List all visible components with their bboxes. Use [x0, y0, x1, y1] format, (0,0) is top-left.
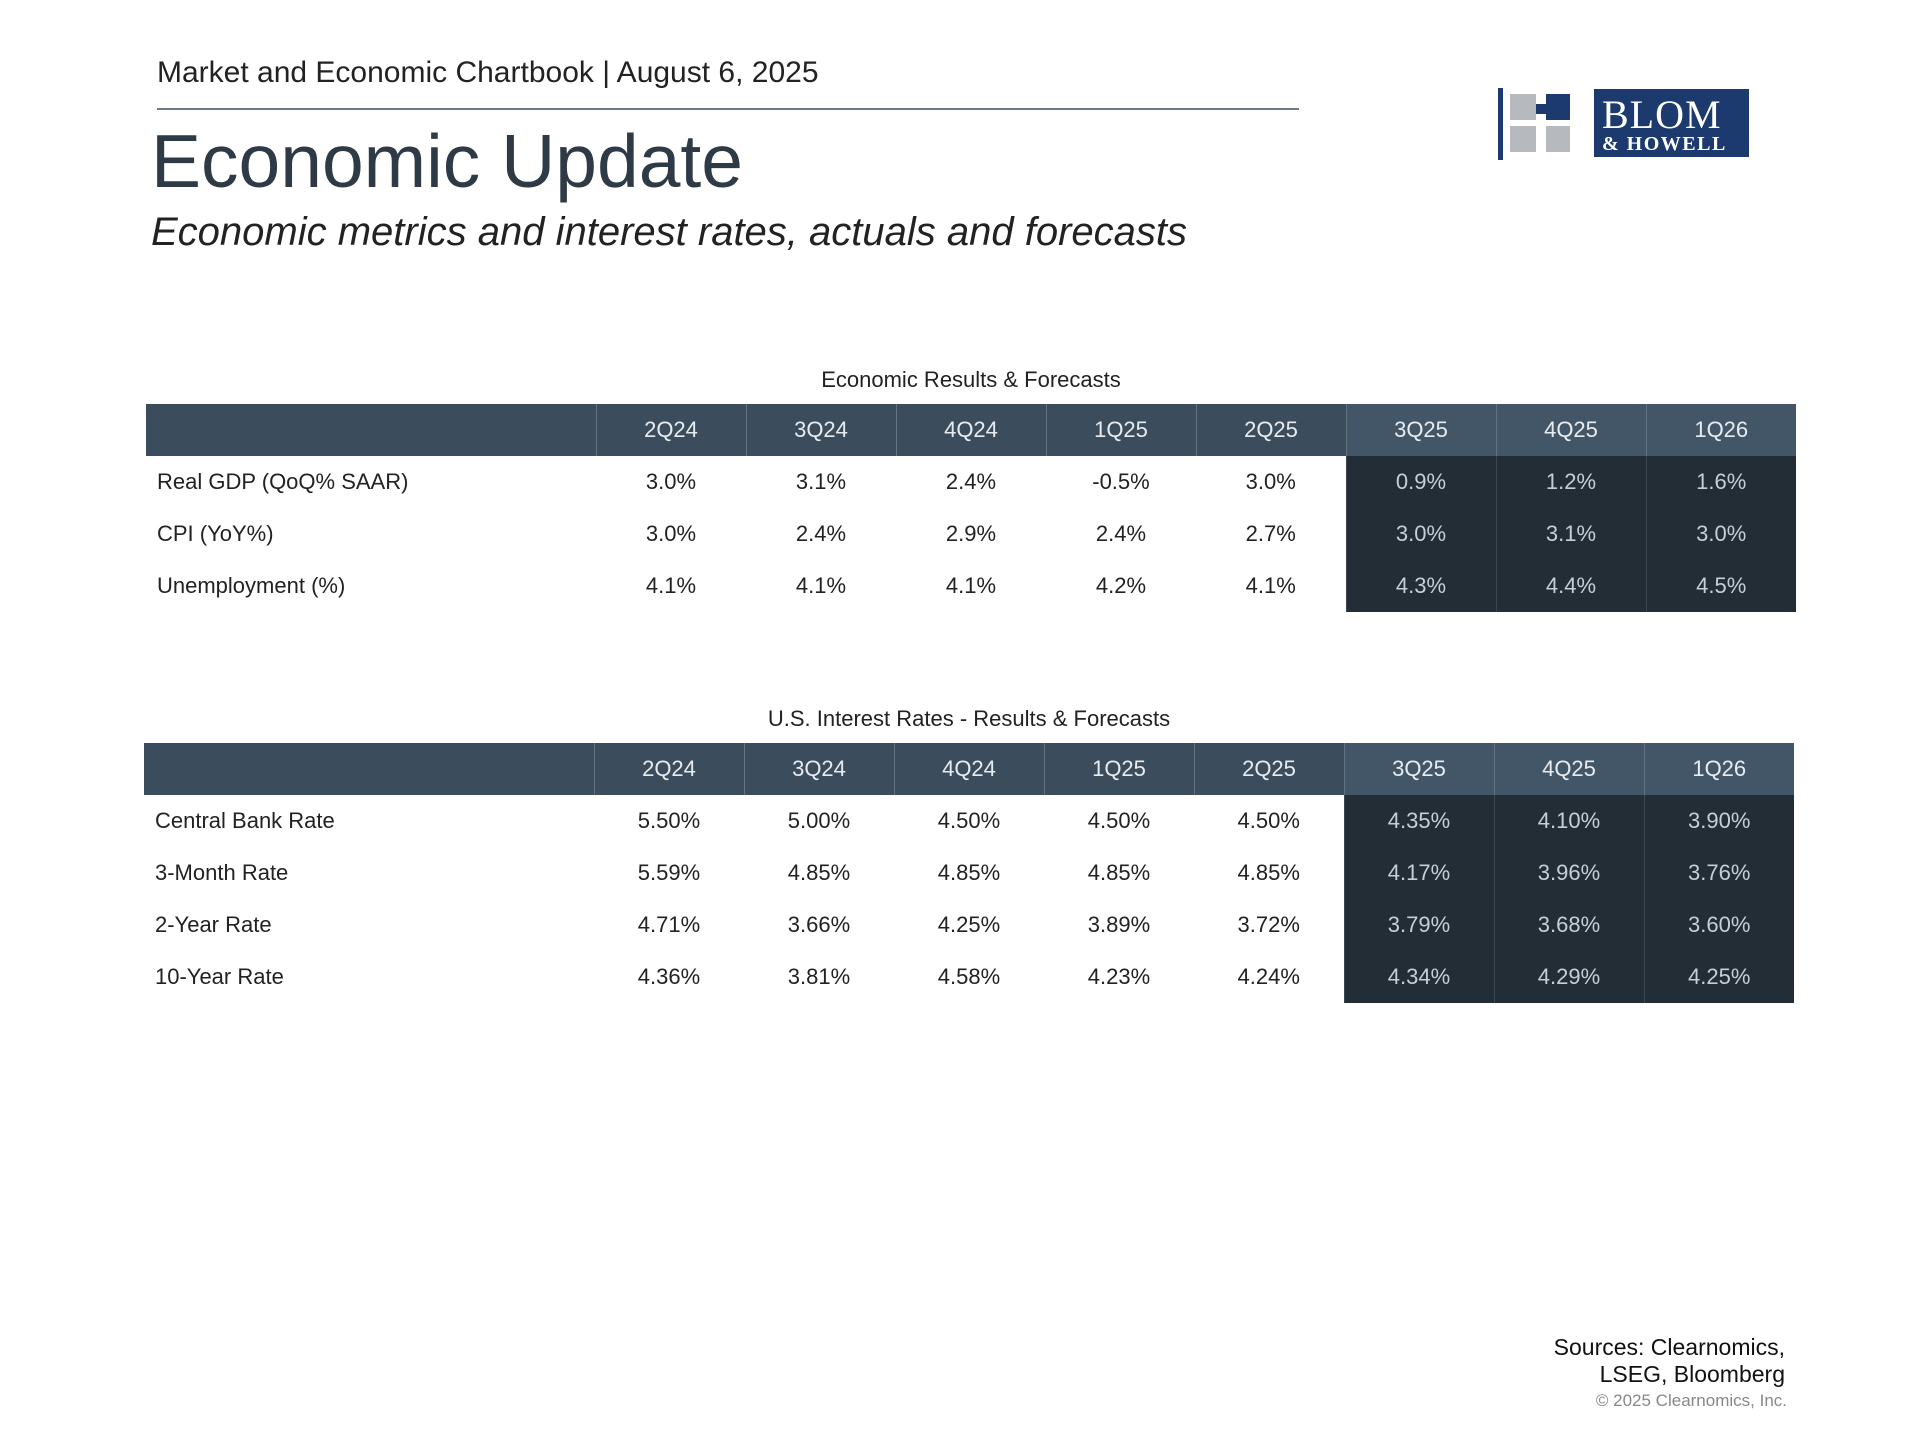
column-header: 1Q26: [1644, 743, 1794, 795]
table-cell: 4.10%: [1494, 795, 1644, 847]
table-cell: 4.25%: [937, 912, 1001, 937]
table-cell: 4.85%: [1237, 860, 1300, 885]
logo-mark-icon: [1498, 88, 1588, 160]
table-cell: 5.50%: [637, 808, 701, 833]
table-cell: 2.9%: [945, 521, 997, 546]
table-row: [144, 899, 1794, 951]
table-cell: 4.85%: [787, 860, 851, 885]
header-divider: [157, 108, 1299, 110]
chartbook-header: Market and Economic Chartbook | August 6, 2025: [157, 56, 819, 89]
column-header: 3Q25: [1346, 404, 1496, 456]
column-header: 2Q24: [594, 743, 744, 795]
table-cell: 3.0%: [1646, 508, 1796, 560]
logo-wordmark: [1594, 89, 1749, 157]
row-label: Unemployment (%): [157, 573, 346, 598]
table-cell: 3.76%: [1644, 847, 1794, 899]
sources-note: [1554, 1334, 1785, 1388]
table-cell: 3.0%: [645, 469, 697, 494]
column-header: 4Q24: [894, 743, 1044, 795]
table-cell: 4.1%: [1245, 573, 1296, 598]
table-title: U.S. Interest Rates - Results & Forecasts: [767, 706, 1171, 731]
table-cell: 4.50%: [1237, 808, 1300, 833]
table-cell: 5.00%: [787, 808, 851, 833]
table-cell: 4.71%: [637, 912, 701, 937]
header-empty-cell: [144, 743, 594, 795]
table-cell: 3.1%: [1496, 508, 1646, 560]
column-header: 4Q25: [1496, 404, 1646, 456]
table-title: Economic Results & Forecasts: [821, 367, 1121, 392]
column-header: 3Q25: [1344, 743, 1494, 795]
table-cell: 4.17%: [1344, 847, 1494, 899]
column-header: 2Q25: [1196, 404, 1346, 456]
copyright: © 2025 Clearnomics, Inc.: [1595, 1391, 1787, 1410]
table-cell: 3.68%: [1494, 899, 1644, 951]
row-label: Central Bank Rate: [155, 808, 335, 833]
page-subtitle: Economic metrics and interest rates, actuals and forecasts: [151, 210, 1188, 254]
table-cell: 4.1%: [645, 573, 697, 598]
column-header: 2Q24: [596, 404, 746, 456]
column-header: 1Q25: [1046, 404, 1196, 456]
table-cell: 3.0%: [1245, 469, 1296, 494]
table-cell: 4.2%: [1095, 573, 1147, 598]
table-cell: 4.1%: [945, 573, 997, 598]
table-cell: 3.90%: [1644, 795, 1794, 847]
table-cell: 2.4%: [1095, 521, 1147, 546]
table-cell: 4.35%: [1344, 795, 1494, 847]
table-cell: 3.60%: [1644, 899, 1794, 951]
row-label: CPI (YoY%): [157, 521, 274, 546]
table-cell: 2.4%: [945, 469, 997, 494]
table-row: [146, 456, 1796, 508]
row-label: Real GDP (QoQ% SAAR): [157, 469, 409, 494]
table-cell: 4.23%: [1087, 964, 1151, 989]
table-cell: 3.89%: [1087, 912, 1151, 937]
table-cell: 3.66%: [787, 912, 851, 937]
table-cell: -0.5%: [1092, 469, 1150, 494]
table-cell: 2.7%: [1245, 521, 1296, 546]
column-header: 1Q26: [1646, 404, 1796, 456]
table-cell: 3.0%: [1346, 508, 1496, 560]
table-row: [146, 560, 1796, 612]
row-label: 3-Month Rate: [155, 860, 289, 885]
row-label: 10-Year Rate: [155, 964, 284, 989]
economic-results-table: [146, 364, 1796, 614]
sources-line: LSEG, Bloomberg: [1599, 1361, 1785, 1387]
interest-rates-table: [144, 703, 1794, 1003]
column-header: 4Q24: [896, 404, 1046, 456]
table-cell: 4.85%: [937, 860, 1001, 885]
table-cell: 4.34%: [1344, 951, 1494, 1003]
column-header: 1Q25: [1044, 743, 1194, 795]
table-row: [146, 508, 1796, 560]
table-cell: 3.1%: [795, 469, 847, 494]
column-header: 2Q25: [1194, 743, 1344, 795]
table-cell: 3.79%: [1344, 899, 1494, 951]
table-cell: 4.25%: [1644, 951, 1794, 1003]
logo-line1: BLOM: [1602, 92, 1722, 137]
table-row: [144, 951, 1794, 1003]
column-header: 3Q24: [744, 743, 894, 795]
table-cell: 5.59%: [637, 860, 701, 885]
table-cell: 4.58%: [937, 964, 1001, 989]
table-cell: 3.81%: [787, 964, 851, 989]
column-header: 4Q25: [1494, 743, 1644, 795]
header-empty-cell: [146, 404, 596, 456]
page-title: Economic Update: [151, 119, 743, 203]
table-cell: 4.4%: [1496, 560, 1646, 612]
table-cell: 4.5%: [1646, 560, 1796, 612]
table-cell: 4.85%: [1087, 860, 1151, 885]
sources-line: Sources: Clearnomics,: [1553, 1334, 1785, 1360]
table-cell: 4.1%: [795, 573, 847, 598]
table-cell: 0.9%: [1346, 456, 1496, 508]
table-cell: 1.2%: [1496, 456, 1646, 508]
column-header: 3Q24: [746, 404, 896, 456]
row-label: 2-Year Rate: [155, 912, 272, 937]
table-cell: 4.50%: [1087, 808, 1151, 833]
table-row: [144, 847, 1794, 899]
table-cell: 1.6%: [1646, 456, 1796, 508]
table-cell: 4.36%: [637, 964, 701, 989]
table-cell: 3.0%: [645, 521, 697, 546]
table-cell: 4.50%: [937, 808, 1001, 833]
table-cell: 3.96%: [1494, 847, 1644, 899]
table-row: [144, 795, 1794, 847]
table-cell: 4.24%: [1237, 964, 1300, 989]
logo-line2: & HOWELL: [1602, 133, 1727, 155]
company-logo: [1498, 88, 1750, 160]
table-cell: 4.29%: [1494, 951, 1644, 1003]
table-cell: 3.72%: [1237, 912, 1300, 937]
table-cell: 4.3%: [1346, 560, 1496, 612]
table-cell: 2.4%: [795, 521, 847, 546]
